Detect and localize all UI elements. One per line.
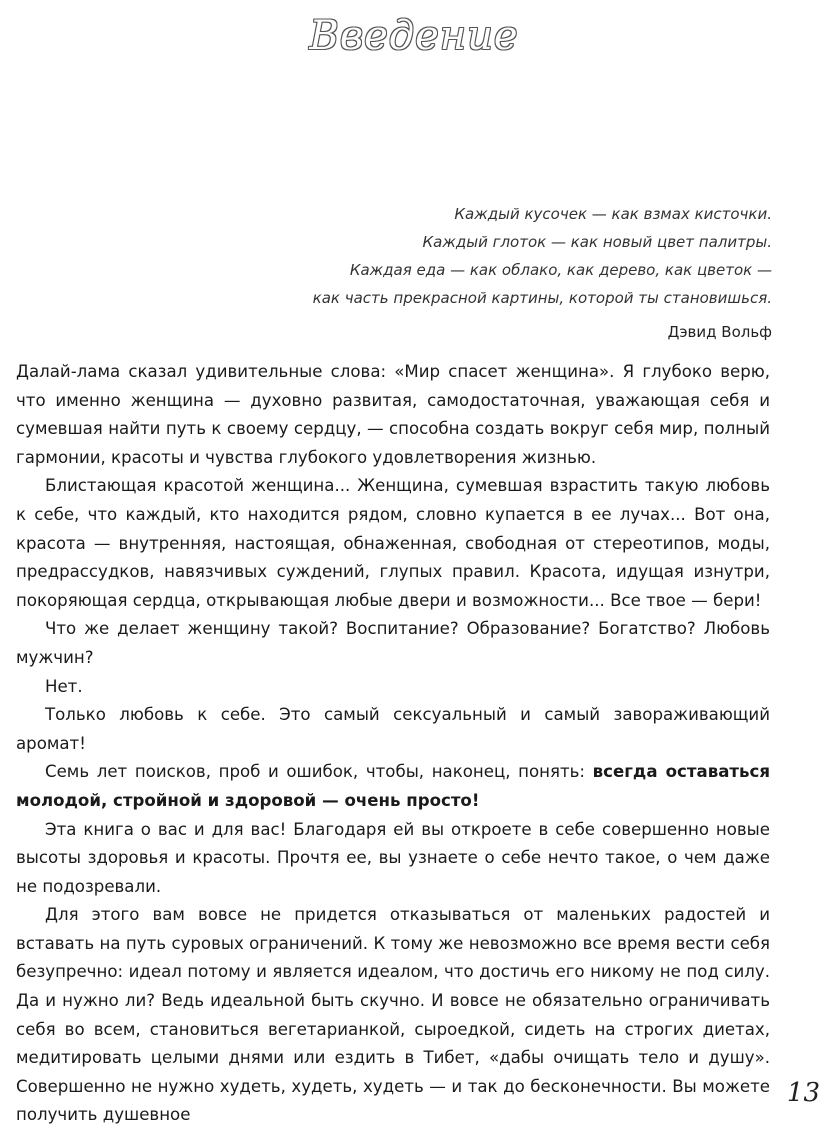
epigraph-author: Дэвид Вольф (667, 323, 772, 341)
paragraph: Эта книга о вас и для вас! Благодаря ей вы откроете в себе совершенно новые высоты здоровья и красоты. Прочтя ее, вы узнаете о себе нечто такое, о чем даже не подозревали. (16, 819, 770, 896)
paragraph: Далай-лама сказал удивительные слова: «Мир спасет женщина». Я глубоко верю, что именно женщина — духовно развитая, самодостаточная, уважающая себя и сумевшая найти путь к своему сердцу, — способна создать вокруг себя мир, полный гармонии, красоты и чувства глубокого удовлетворения жизнью. (16, 362, 770, 467)
paragraph: Только любовь к себе. Это самый сексуальный и самый завораживающий аромат! (16, 705, 770, 753)
highlight-lead: Семь лет поисков, проб и ошибок, чтобы, наконец, понять: (45, 762, 593, 782)
body-text (16, 358, 770, 1130)
epigraph-line: как часть прекрасной картины, которой ты становишься. (312, 289, 772, 307)
page-title: Введение (309, 13, 519, 59)
highlight-bold: всегда оставаться молодой, стройной и здоровой — очень просто! (16, 762, 770, 810)
paragraph: Что же делает женщину такой? Воспитание? Образование? Богатство? Любовь мужчин? (16, 619, 770, 667)
paragraph: Для этого вам вовсе не придется отказываться от маленьких радостей и вставать на путь суровых ограничений. К тому же невозможно все время вести себя безупречно: идеал потому и является идеалом, что достичь его никому не под силу. Да и нужно ли? Ведь идеальной быть скучно. И вовсе не обязательно ограничивать себя во всем, становиться вегетарианкой, сыроедкой, сидеть на строгих диетах, медитировать целыми днями или ездить в Тибет, «дабы очищать тело и душу». Совершенно не нужно худеть, худеть, худеть — и так до бесконечности. Вы можете получить душевное (16, 905, 770, 1125)
epigraph-line: Каждый глоток — как новый цвет палитры. (422, 233, 772, 251)
paragraph: Блистающая красотой женщина... Женщина, сумевшая взрастить такую любовь к себе, что каждый, кто находится рядом, словно купается в ее лучах... Вот она, красота — внутренняя, настоящая, обнаженная, свободная от стереотипов, моды, предрассудков, навязчивых суждений, глупых правил. Красота, идущая изнутри, покоряющая сердца, открывающая любые двери и возможности... Все твое — бери! (16, 476, 770, 610)
epigraph-line: Каждая еда — как облако, как дерево, как цветок — (349, 261, 772, 279)
highlight-paragraph (16, 758, 770, 815)
epigraph-line: Каждый кусочек — как взмах кисточки. (454, 205, 772, 223)
page-number: 13 (786, 1078, 820, 1108)
paragraph: Нет. (45, 676, 83, 696)
epigraph (212, 200, 772, 346)
